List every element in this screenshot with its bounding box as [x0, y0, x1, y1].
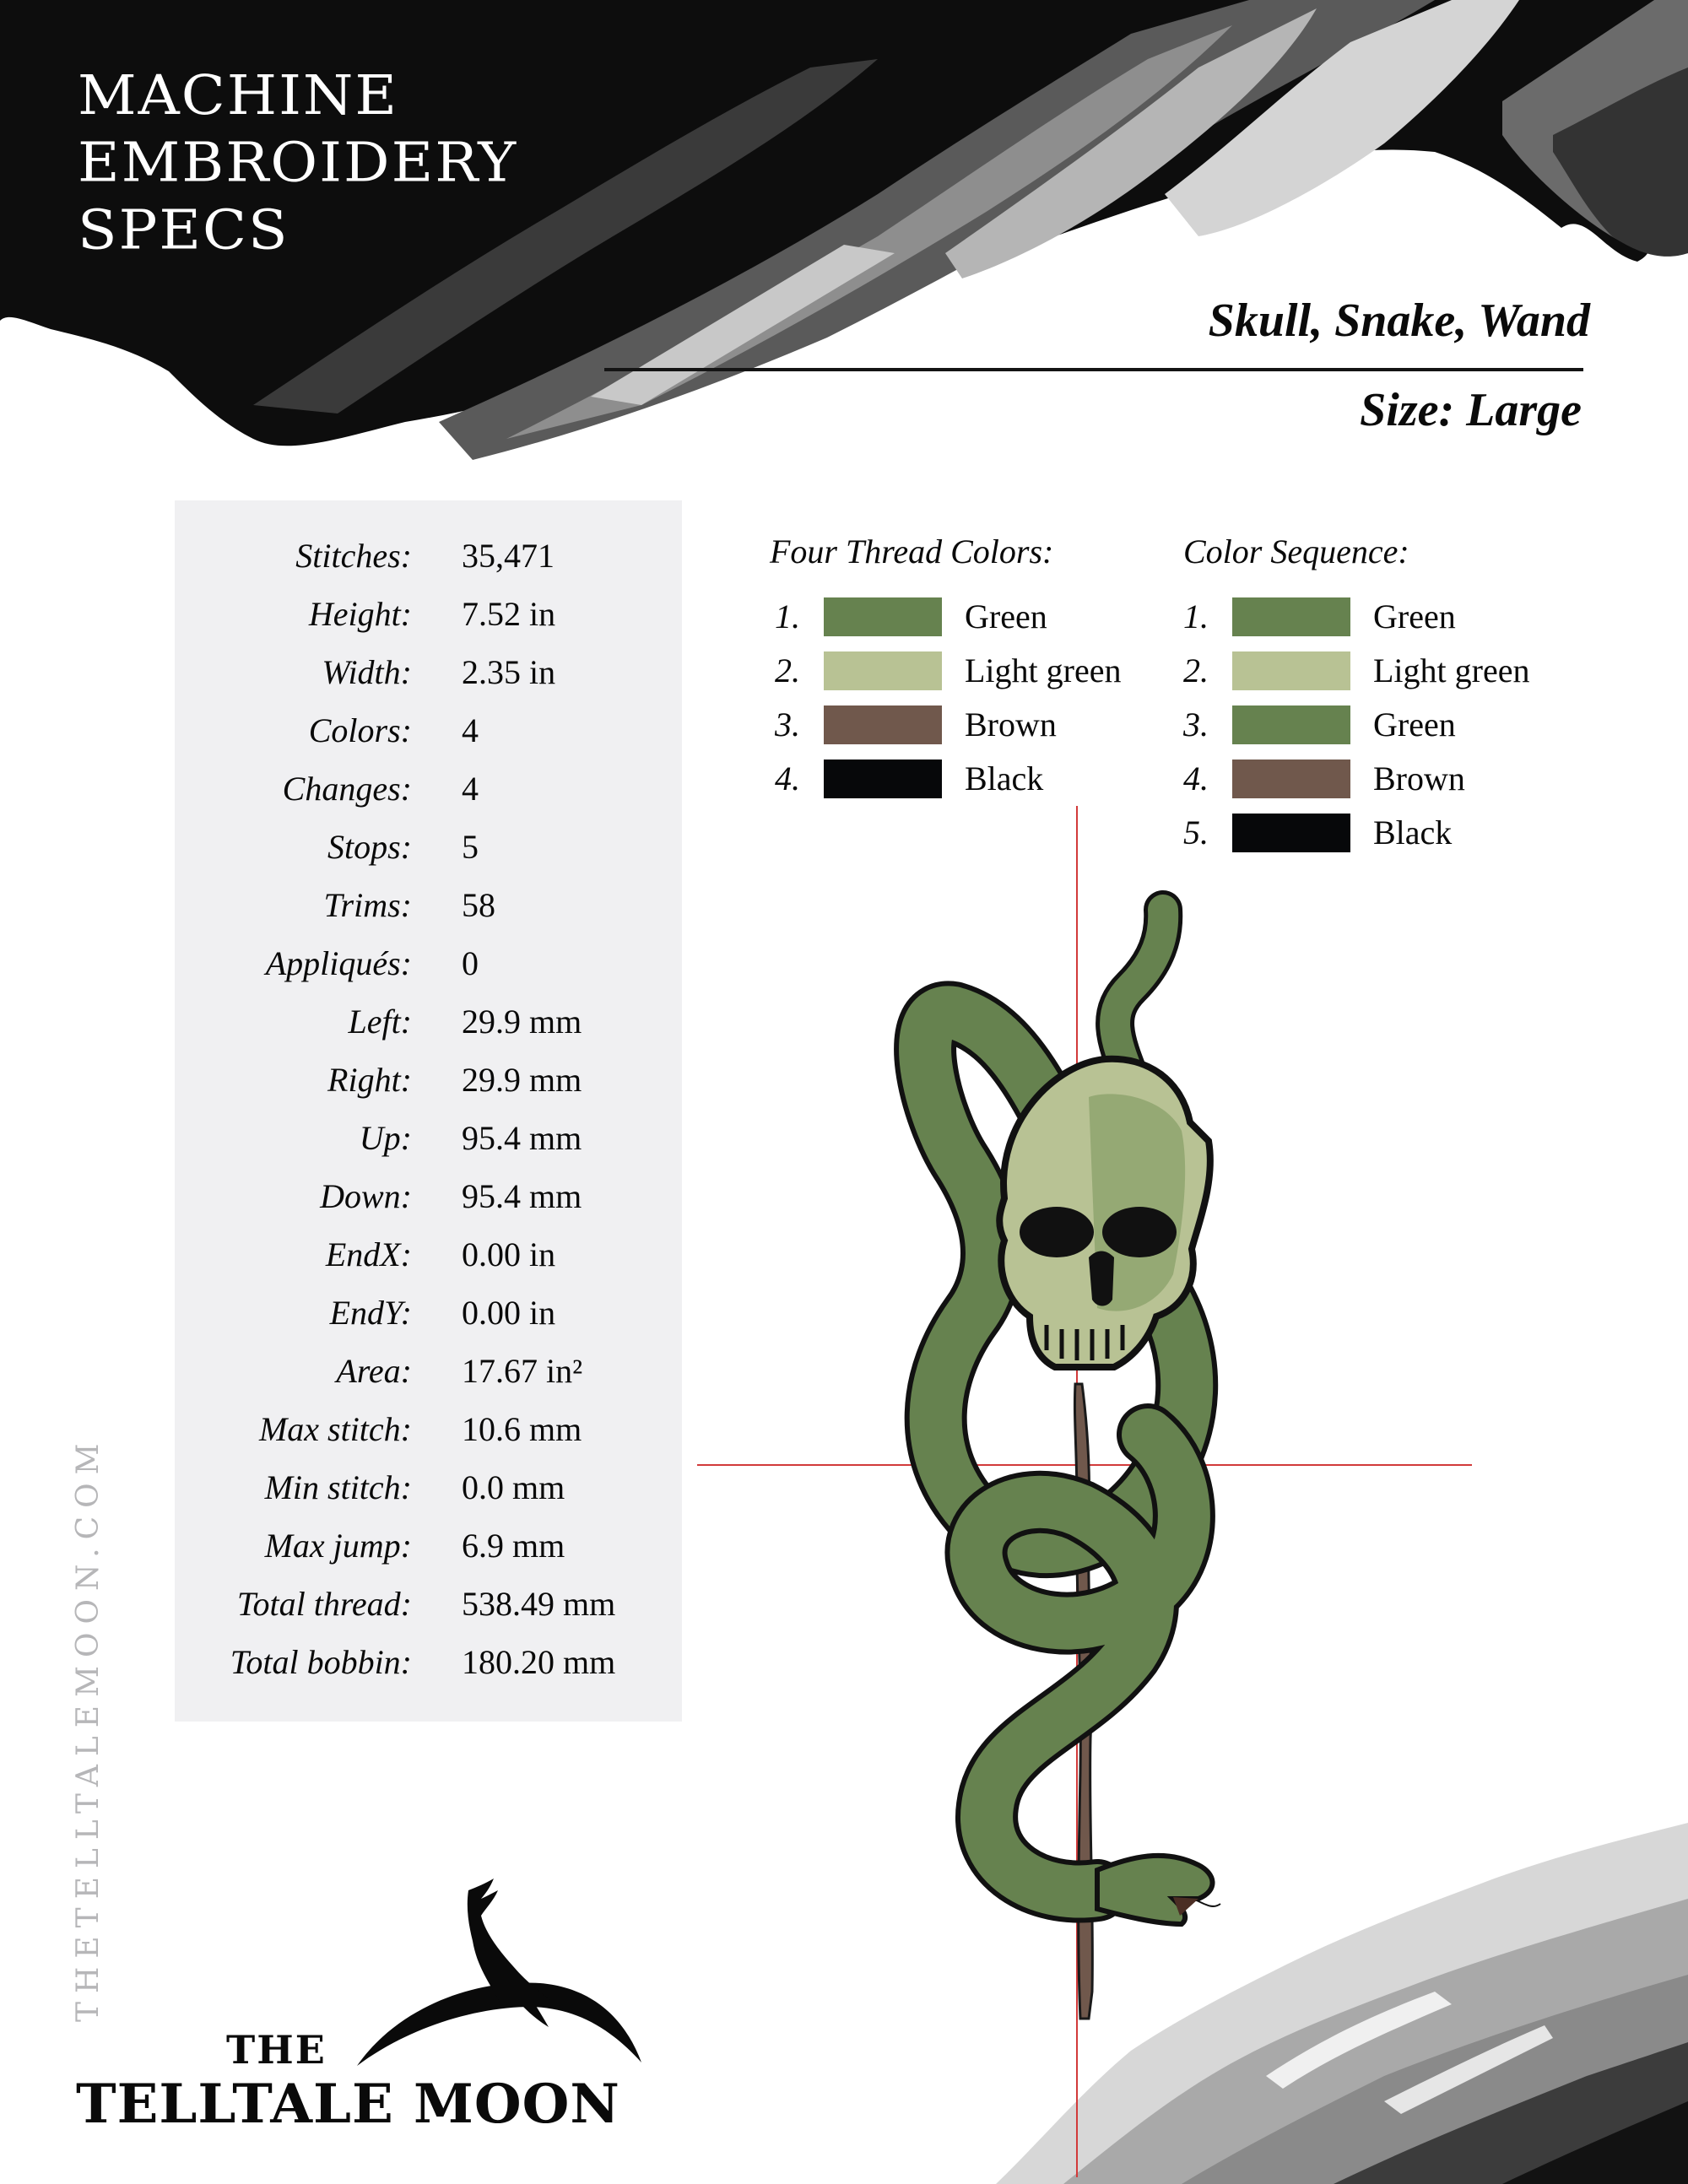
- spec-value: 0: [462, 944, 479, 982]
- spec-label: Stops:: [327, 828, 412, 866]
- item-number: 4.: [775, 760, 800, 797]
- spec-row-stitches: [175, 536, 682, 594]
- spec-row-area: [175, 1351, 682, 1409]
- spec-row-total-thread: [175, 1584, 682, 1642]
- skull-nose: [1089, 1251, 1114, 1306]
- spec-row-right: [175, 1060, 682, 1118]
- item-number: 1.: [775, 597, 800, 635]
- spec-value: 29.9 mm: [462, 1003, 582, 1041]
- color-swatch: [1232, 651, 1350, 690]
- design-name: Skull, Snake, Wand: [1208, 295, 1590, 347]
- item-number: 2.: [1183, 651, 1209, 689]
- snake-head: [1097, 1856, 1213, 1924]
- spec-row-stops: [175, 827, 682, 885]
- spec-value: 0.00 in: [462, 1294, 556, 1332]
- spec-row-height: [175, 594, 682, 652]
- spec-row-min-stitch: [175, 1468, 682, 1526]
- spec-value: 58: [462, 886, 495, 924]
- color-swatch: [1232, 760, 1350, 798]
- spec-value: 17.67 in²: [462, 1352, 583, 1390]
- color-name: Black: [1373, 814, 1453, 851]
- logo-text-name: TELLTALE MOON: [76, 2073, 620, 2136]
- spec-label: Trims:: [323, 886, 412, 924]
- color-name: Brown: [1373, 760, 1465, 797]
- color-swatch: [824, 597, 942, 636]
- item-number: 2.: [775, 651, 800, 689]
- spec-label: Down:: [320, 1177, 412, 1215]
- spec-value: 95.4 mm: [462, 1119, 582, 1157]
- skull-right-eye: [1102, 1207, 1177, 1257]
- spec-label: Up:: [359, 1119, 412, 1157]
- page-title: [78, 62, 517, 264]
- spec-label: Max jump:: [264, 1527, 412, 1565]
- spec-label: Left:: [348, 1003, 412, 1041]
- website-url: THETELLTALEMOON.COM: [71, 1435, 106, 2022]
- spec-label: Area:: [336, 1352, 412, 1390]
- embroidery-design-preview: [692, 802, 1494, 2184]
- spec-value: 0.00 in: [462, 1235, 556, 1273]
- spec-value: 7.52 in: [462, 595, 556, 633]
- spec-row-changes: [175, 769, 682, 827]
- title-line-2: EMBROIDERY: [78, 131, 518, 195]
- spec-row-total-bobbin: [175, 1642, 682, 1700]
- color-swatch: [1232, 705, 1350, 744]
- spec-row-up: [175, 1118, 682, 1176]
- header-divider: [604, 368, 1583, 371]
- item-number: 1.: [1183, 597, 1209, 635]
- color-name: Green: [1373, 597, 1456, 635]
- color-name: Light green: [965, 651, 1122, 689]
- title-line-3: SPECS: [78, 198, 289, 262]
- item-number: 3.: [775, 705, 800, 743]
- spec-label: Total thread:: [236, 1585, 412, 1623]
- spec-row-endx: [175, 1235, 682, 1293]
- spec-value: 2.35 in: [462, 653, 556, 691]
- spec-value: 180.20 mm: [462, 1643, 616, 1681]
- color-name: Brown: [965, 705, 1057, 743]
- spec-value: 10.6 mm: [462, 1410, 582, 1448]
- spec-label: EndY:: [329, 1294, 412, 1332]
- spec-value: 5: [462, 828, 479, 866]
- color-swatch: [824, 760, 942, 798]
- spec-label: Total bobbin:: [230, 1643, 412, 1681]
- spec-label: EndX:: [325, 1235, 412, 1273]
- spec-value: 95.4 mm: [462, 1177, 582, 1215]
- spec-label: Right:: [327, 1061, 412, 1099]
- spec-row-colors: [175, 711, 682, 769]
- spec-label: Stitches:: [295, 537, 412, 575]
- item-number: 5.: [1183, 814, 1209, 851]
- spec-label: Max stitch:: [258, 1410, 412, 1448]
- color-name: Light green: [1373, 651, 1530, 689]
- color-swatch: [824, 705, 942, 744]
- color-name: Black: [965, 760, 1044, 797]
- color-sequence-heading: Color Sequence:: [1183, 532, 1409, 570]
- spec-label: Height:: [308, 595, 412, 633]
- spec-value: 538.49 mm: [462, 1585, 616, 1623]
- spec-label: Colors:: [308, 711, 412, 749]
- color-swatch: [824, 651, 942, 690]
- thread-colors-list: [775, 597, 1163, 808]
- color-name: Green: [965, 597, 1047, 635]
- spec-row-appliques: [175, 943, 682, 1002]
- spec-value: 35,471: [462, 537, 555, 575]
- spec-row-max-jump: [175, 1526, 682, 1584]
- spec-row-max-stitch: [175, 1409, 682, 1468]
- item-number: 3.: [1183, 705, 1209, 743]
- logo-text-the: THE: [226, 2027, 327, 2073]
- spec-row-width: [175, 652, 682, 711]
- spec-value: 29.9 mm: [462, 1061, 582, 1099]
- spec-label: Width:: [322, 653, 412, 691]
- spec-row-endy: [175, 1293, 682, 1351]
- spec-value: 4: [462, 770, 479, 808]
- item-number: 4.: [1183, 760, 1209, 797]
- spec-value: 0.0 mm: [462, 1468, 565, 1506]
- spec-value: 4: [462, 711, 479, 749]
- skull-left-eye: [1020, 1207, 1094, 1257]
- title-line-1: MACHINE: [78, 63, 399, 127]
- color-name: Green: [1373, 705, 1456, 743]
- spec-label: Changes:: [282, 770, 412, 808]
- spec-label: Appliqués:: [265, 944, 412, 982]
- thread-colors-heading: Four Thread Colors:: [770, 532, 1054, 570]
- spec-value: 6.9 mm: [462, 1527, 565, 1565]
- size-label: Size: Large: [1360, 384, 1582, 436]
- spec-row-trims: [175, 885, 682, 943]
- color-swatch: [1232, 597, 1350, 636]
- spec-label: Min stitch:: [264, 1468, 412, 1506]
- spec-row-left: [175, 1002, 682, 1060]
- spec-row-down: [175, 1176, 682, 1235]
- spec-panel: [175, 500, 682, 1722]
